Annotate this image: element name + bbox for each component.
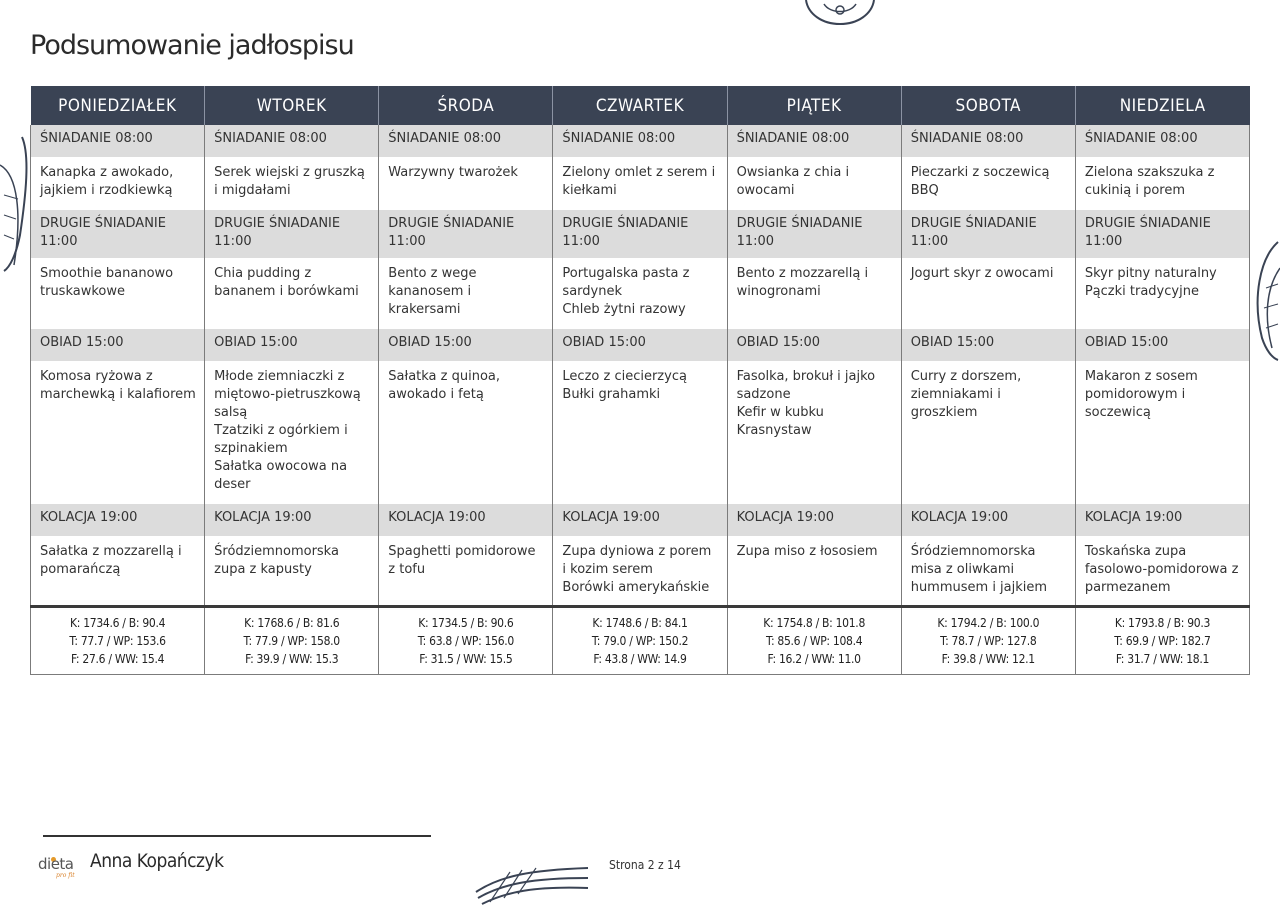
meal-label: OBIAD 15:00: [901, 329, 1075, 361]
meal-label: OBIAD 15:00: [553, 329, 727, 361]
meal-label: ŚNIADANIE 08:00: [1075, 125, 1249, 157]
dish: Spaghetti pomidorowe z tofu: [388, 544, 536, 577]
meal-items: [31, 361, 205, 504]
summary-line: F: 31.5 / WW: 15.5: [419, 652, 513, 666]
dish: Jogurt skyr z owocami: [910, 266, 1054, 281]
footer-divider: [43, 835, 431, 837]
page-title: Podsumowanie jadłospisu: [30, 30, 354, 61]
meal-items: [1075, 157, 1249, 210]
meal-items: [1075, 361, 1249, 504]
lunch-items-row: [31, 361, 1250, 504]
day-header: WTOREK: [205, 86, 379, 125]
summary-line: F: 31.7 / WW: 18.1: [1115, 652, 1210, 666]
meal-label: DRUGIE ŚNIADANIE 11:00: [553, 210, 727, 258]
meal-label: OBIAD 15:00: [379, 329, 553, 361]
meal-items: [727, 536, 901, 607]
logo-subtext: pro fit: [56, 872, 75, 879]
meal-items: [379, 157, 553, 210]
meal-items: [205, 258, 379, 329]
day-header: SOBOTA: [901, 86, 1075, 125]
summary-line: F: 43.8 / WW: 14.9: [593, 652, 687, 666]
summary-line: K: 1748.6 / B: 84.1: [592, 616, 688, 630]
day-header: ŚRODA: [379, 86, 553, 125]
dish: Zupa miso z łososiem: [736, 544, 878, 559]
dish: Kanapka z awokado, jajkiem i rzodkiewką: [40, 165, 174, 198]
meal-items: [205, 157, 379, 210]
summary-line: K: 1768.6 / B: 81.6: [244, 616, 340, 630]
meal-label: ŚNIADANIE 08:00: [553, 125, 727, 157]
meal-label: KOLACJA 19:00: [205, 504, 379, 536]
meal-items: [31, 258, 205, 329]
dish: Zielony omlet z serem i kiełkami: [562, 165, 716, 198]
meal-items: [727, 361, 901, 504]
dinner-label-row: [31, 504, 1250, 536]
dinner-items-row: [31, 536, 1250, 607]
meal-label: DRUGIE ŚNIADANIE 11:00: [901, 210, 1075, 258]
dish: Sałatka owocowa na deser: [214, 459, 348, 492]
breakfast-items-row: [31, 157, 1250, 210]
dish: Śródziemnomorska misa z oliwkami hummusem i jajkiem: [910, 544, 1048, 595]
summary-line: T: 63.8 / WP: 156.0: [417, 634, 514, 648]
breakfast-label-row: [31, 125, 1250, 157]
dish: Pączki tradycyjne: [1084, 284, 1199, 299]
meal-label: KOLACJA 19:00: [553, 504, 727, 536]
meal-items: [553, 361, 727, 504]
nutrition-summary: [31, 607, 205, 675]
summary-line: T: 77.7 / WP: 153.6: [69, 634, 166, 648]
meal-items: [31, 157, 205, 210]
nutrition-summary-row: [31, 607, 1250, 675]
second-breakfast-items-row: [31, 258, 1250, 329]
summary-line: T: 78.7 / WP: 127.8: [940, 634, 1037, 648]
dish: Serek wiejski z gruszką i migdałami: [214, 165, 365, 198]
onion-sketch-icon: [800, 0, 880, 26]
nutrition-summary: [901, 607, 1075, 675]
nutrition-summary: [1075, 607, 1249, 675]
nutrition-summary: [553, 607, 727, 675]
dish: Skyr pitny naturalny: [1084, 266, 1217, 281]
meal-label: KOLACJA 19:00: [1075, 504, 1249, 536]
meal-label: KOLACJA 19:00: [727, 504, 901, 536]
dish: Komosa ryżowa z marchewką i kalafiorem: [40, 369, 196, 402]
dish: Smoothie bananowo truskawkowe: [40, 266, 174, 299]
meal-items: [901, 258, 1075, 329]
logo-text: dieta: [38, 855, 74, 873]
dish: Fasolka, brokuł i jajko sadzone: [736, 369, 876, 402]
meal-label: ŚNIADANIE 08:00: [727, 125, 901, 157]
summary-line: T: 85.6 / WP: 108.4: [765, 634, 863, 648]
author-name: Anna Kopańczyk: [90, 850, 224, 872]
dish: Leczo z ciecierzycą: [562, 369, 687, 384]
meal-label: DRUGIE ŚNIADANIE 11:00: [1075, 210, 1249, 258]
dish: Bułki grahamki: [562, 387, 661, 402]
meal-label: OBIAD 15:00: [31, 329, 205, 361]
meal-items: [205, 536, 379, 607]
summary-line: T: 77.9 / WP: 158.0: [243, 634, 340, 648]
page-number: Strona 2 z 14: [609, 858, 681, 872]
dieta-logo: [38, 855, 80, 881]
dish: Śródziemnomorska zupa z kapusty: [214, 544, 339, 577]
meal-label: ŚNIADANIE 08:00: [205, 125, 379, 157]
meal-items: [205, 361, 379, 504]
summary-line: F: 16.2 / WW: 11.0: [767, 652, 861, 666]
second-breakfast-label-row: [31, 210, 1250, 258]
meal-label: DRUGIE ŚNIADANIE 11:00: [31, 210, 205, 258]
menu-summary-table: [30, 86, 1250, 675]
meal-items: [901, 536, 1075, 607]
dish: Kefir w kubku Krasnystaw: [736, 405, 824, 438]
meal-items: [553, 536, 727, 607]
meal-label: OBIAD 15:00: [727, 329, 901, 361]
summary-line: K: 1754.8 / B: 101.8: [763, 616, 866, 630]
dish: Pieczarki z soczewicą BBQ: [910, 165, 1050, 198]
meal-label: KOLACJA 19:00: [379, 504, 553, 536]
day-header: NIEDZIELA: [1075, 86, 1249, 125]
summary-line: K: 1734.6 / B: 90.4: [69, 616, 166, 630]
meal-label: KOLACJA 19:00: [31, 504, 205, 536]
dish: Owsianka z chia i owocami: [736, 165, 850, 198]
nutrition-summary: [727, 607, 901, 675]
meal-items: [901, 361, 1075, 504]
meal-label: DRUGIE ŚNIADANIE 11:00: [727, 210, 901, 258]
nutrition-summary: [379, 607, 553, 675]
dish: Bento z wege kananosem i krakersami: [388, 266, 477, 317]
meal-items: [1075, 258, 1249, 329]
day-header-row: [31, 86, 1250, 125]
meal-items: [31, 536, 205, 607]
meal-items: [727, 157, 901, 210]
dish: Borówki amerykańskie: [562, 580, 710, 595]
lunch-label-row: [31, 329, 1250, 361]
meal-items: [379, 536, 553, 607]
meal-label: DRUGIE ŚNIADANIE 11:00: [205, 210, 379, 258]
nutrition-summary: [205, 607, 379, 675]
meal-label: KOLACJA 19:00: [901, 504, 1075, 536]
summary-line: K: 1793.8 / B: 90.3: [1114, 616, 1211, 630]
summary-line: T: 79.0 / WP: 150.2: [591, 634, 689, 648]
summary-line: F: 27.6 / WW: 15.4: [70, 652, 165, 666]
herb-leaf-icon: [1248, 238, 1280, 362]
day-header: PIĄTEK: [727, 86, 901, 125]
meal-items: [553, 157, 727, 210]
dish: Chia pudding z bananem i borówkami: [214, 266, 359, 299]
dish: Sałatka z quinoa, awokado i fetą: [388, 369, 501, 402]
meal-label: ŚNIADANIE 08:00: [31, 125, 205, 157]
dish: Chleb żytni razowy: [562, 302, 686, 317]
dish: Zielona szakszuka z cukinią i porem: [1084, 165, 1215, 198]
dish: Młode ziemniaczki z miętowo-pietruszkową salsą: [214, 369, 361, 420]
meal-label: DRUGIE ŚNIADANIE 11:00: [379, 210, 553, 258]
meal-items: [553, 258, 727, 329]
dish: Warzywny twarożek: [388, 165, 518, 180]
day-header: PONIEDZIAŁEK: [31, 86, 205, 125]
dish: Bento z mozzarellą i winogronami: [736, 266, 869, 299]
dish: Sałatka z mozzarellą i pomarańczą: [40, 544, 182, 577]
herb-leaf-icon: [0, 135, 34, 275]
dish: Zupa dyniowa z porem i kozim serem: [562, 544, 712, 577]
day-header: CZWARTEK: [553, 86, 727, 125]
meal-label: OBIAD 15:00: [205, 329, 379, 361]
dish: Toskańska zupa fasolowo-pomidorowa z parmezanem: [1084, 544, 1239, 595]
meal-items: [727, 258, 901, 329]
meal-label: OBIAD 15:00: [1075, 329, 1249, 361]
summary-line: T: 69.9 / WP: 182.7: [1114, 634, 1211, 648]
dish: Makaron z sosem pomidorowym i soczewicą: [1084, 369, 1198, 420]
dish: Curry z dorszem, ziemniakami i groszkiem: [910, 369, 1022, 420]
dish: Portugalska pasta z sardynek: [562, 266, 690, 299]
summary-line: F: 39.9 / WW: 15.3: [245, 652, 339, 666]
summary-line: K: 1734.5 / B: 90.6: [418, 616, 514, 630]
meal-items: [379, 258, 553, 329]
meal-items: [379, 361, 553, 504]
fork-sketch-icon: [470, 862, 590, 906]
summary-line: K: 1794.2 / B: 100.0: [937, 616, 1040, 630]
meal-items: [901, 157, 1075, 210]
summary-line: F: 39.8 / WW: 12.1: [941, 652, 1035, 666]
dish: Tzatziki z ogórkiem i szpinakiem: [214, 423, 348, 456]
meal-items: [1075, 536, 1249, 607]
meal-label: ŚNIADANIE 08:00: [901, 125, 1075, 157]
meal-label: ŚNIADANIE 08:00: [379, 125, 553, 157]
